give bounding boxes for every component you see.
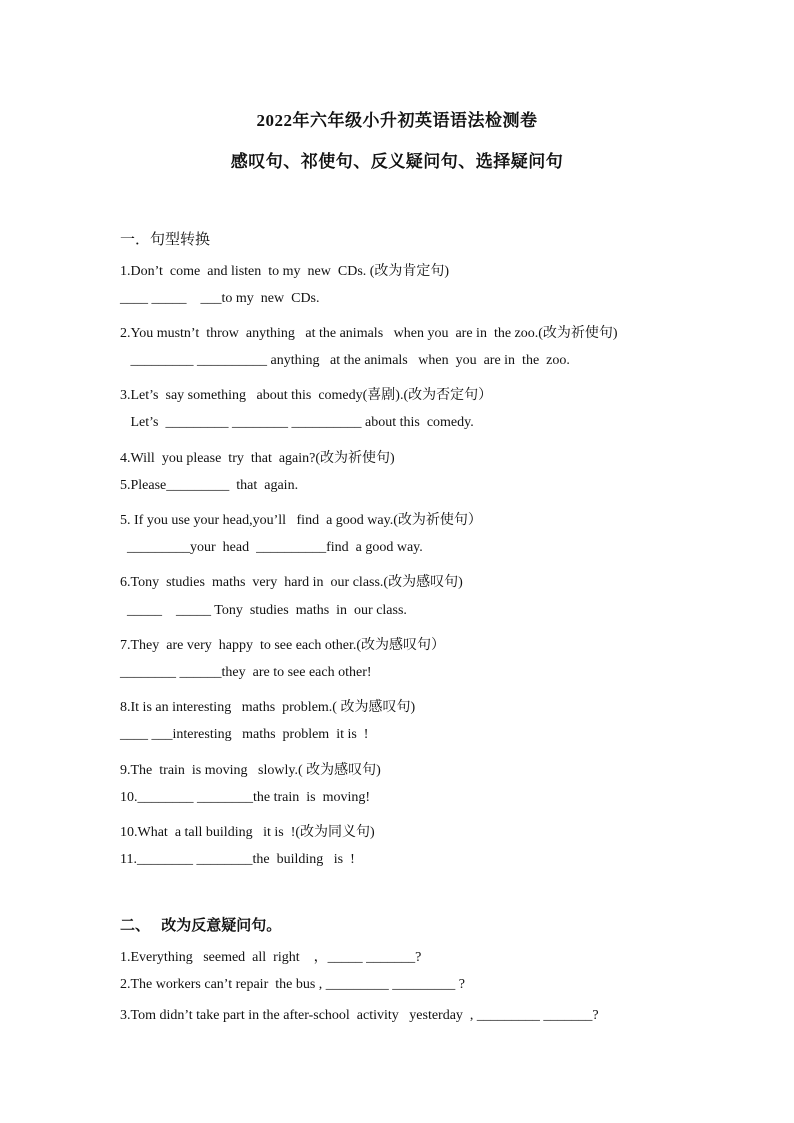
exercise-line: 1.Don’t come and listen to my new CDs. (改为肯定句) [120,264,450,279]
section-2-heading: 二、 改为反意疑问句。 [120,918,282,934]
exercise-line: 4.Will you please try that again?(改为祈使句) [120,451,395,466]
worksheet-subtitle: 感叹句、祁使句、反义疑问句、选择疑问句 [230,152,564,171]
answer-line: 5.Please_________ that again. [120,478,299,493]
worksheet-title: 2022年六年级小升初英语语法检测卷 [256,111,538,130]
exercise-line: 2.You mustn’t throw anything at the animals when you are in the zoo.(改为祈使句) [120,326,618,341]
section-1-heading: 一．句型转换 [120,232,211,248]
exercise-line: 10.What a tall building it is !(改为同义句) [120,825,375,840]
exercise-line: 3.Let’s say something about this comedy(喜剧).(改为否定句） [120,388,493,403]
answer-line: 11.________ ________the building is ! [120,852,355,867]
exercise-line: 3.Tom didn’t take part in the after-school activity yesterday , _________ _______? [120,1008,599,1023]
exercise-line: 1.Everything seemed all right ，_____ _______? [120,950,422,965]
answer-line: ________ ______they are to see each other! [120,665,372,680]
answer-line: _________your head __________find a good way. [120,540,423,555]
exercise-line: 2.The workers can’t repair the bus , _________ _________ ? [120,977,465,992]
exercise-line: 8.It is an interesting maths problem.( 改为感叹句) [120,700,416,715]
answer-line: Let’s _________ ________ __________ about this comedy. [120,415,474,430]
exercise-line: 6.Tony studies maths very hard in our class.(改为感叹句) [120,575,463,590]
exercise-line: 9.The train is moving slowly.( 改为感叹句) [120,763,381,778]
exercise-line: 7.They are very happy to see each other.(改为感叹句） [120,638,446,653]
answer-line: ____ ___interesting maths problem it is ! [120,727,369,742]
answer-line: _________ __________ anything at the animals when you are in the zoo. [120,353,570,368]
answer-line: ____ _____ ___to my new CDs. [120,291,320,306]
exercise-line: 5. If you use your head,you’ll find a good way.(改为祈使句） [120,513,482,528]
answer-line: 10.________ ________the train is moving! [120,790,371,805]
answer-line: _____ _____ Tony studies maths in our class. [120,603,407,618]
